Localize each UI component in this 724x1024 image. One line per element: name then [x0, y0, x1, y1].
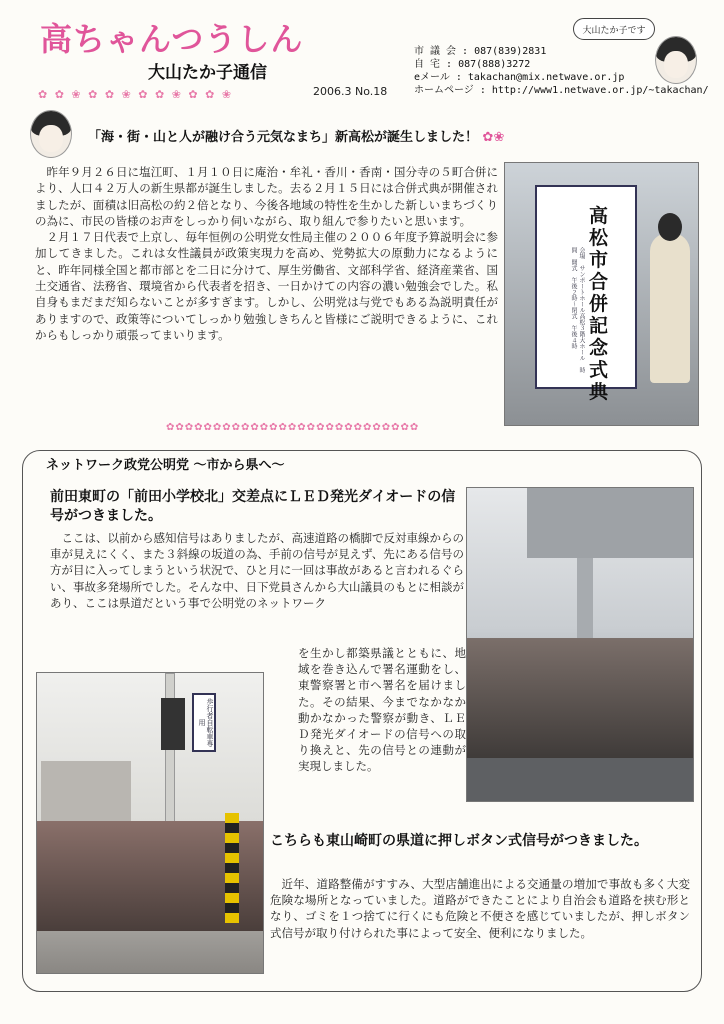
contact-phone-home: 自 宅 : 087(888)3272	[414, 59, 531, 70]
issue-number: 2006.3 No.18	[313, 85, 388, 98]
pushbutton-signal-headline: こちらも東山崎町の県道に押しボタン式信号がつきました。	[270, 833, 648, 849]
pushbutton-signal-paragraph: 近年、道路整備がすすみ、大型店舗進出による交通量の増加で事故も多く大変危険な場所となっていました。道路ができたことにより自治会も道路を挟む形となり、ゴミを１つ捨てに行くにも危険と不便さを感じていましたが、押しボタン式信号が取り付けられた事によって安全、便利になりました。	[270, 877, 690, 940]
contact-email[interactable]: eメール : takachan@mix.netwave.or.jp	[414, 72, 625, 83]
contact-phone-council: 市 議 会 : 087(839)2831	[414, 46, 547, 57]
paragraph-budget-meeting: ２月１７日代表で上京し、毎年恒例の公明党女性局主催の２００６年度予算説明会に参加してきました。これは女性議員が政策実現力を高め、党勢拡大の原動力になるようにと、昨年同様全国と都市部とを二日に分けて、厚生労働省、文部科学省、経済産業省、国土交通省、法務省、環境省から代表者を招き、一日かけての内容の濃い勉強会でした。私自身もまだまだ知らないことが多すぎます。しかし、公明党は与党でもある為説明責任がありますので、政策等についてしっかり勉強しきちんと皆様にご説明できるように、これからもしっかり頑張ってまいります。	[35, 230, 498, 342]
led-signal-paragraph-1: ここは、以前から感知信号はありましたが、高速道路の橋脚で反対車線からの車が見えにくく、また３斜線の坂道の為、手前の信号が見えず、先にある信号の方が目に入ってしまうという状況で、ひと月に一回は事故があると言われるぐらい、事故多発場所でした。そんな中、日下党員さんから大山議員のもとに相談があり、ここは県道だという事で公明党のネットワーク	[50, 531, 464, 610]
led-signal-photo	[466, 487, 694, 802]
striped-post	[225, 813, 239, 923]
woman-head	[658, 213, 682, 241]
flower-divider-icon: ✿✿✿✿✿✿✿✿✿✿✿✿✿✿✿✿✿✿✿✿✿✿✿✿✿✿✿	[166, 422, 420, 433]
author-portrait-icon	[30, 110, 72, 158]
led-signal-headline: 前田東町の「前田小学校北」交差点にＬＥＤ発光ダイオードの信号がつきました。	[50, 489, 456, 524]
article-body	[35, 164, 498, 343]
road	[467, 758, 693, 801]
pedestrian-sign: 歩行者自転車専用	[192, 693, 216, 752]
headline-text: 「海・街・山と人が融け合う元気なまち」新高松が誕生しました！	[88, 130, 479, 145]
author-caricature-icon	[655, 36, 697, 84]
newsletter-subtitle: 大山たか子通信	[148, 63, 267, 83]
speech-bubble: 大山たか子です	[573, 18, 655, 40]
pushbutton-signal-body	[270, 876, 690, 941]
paragraph-merger: 昨年９月２６日に塩江町、１月１０日に庵治・牟礼・香川・香南・国分寺の５町合併により、人口４２万人の新生県都が誕生しました。去る２月１５日には合併式典が開催されましたが、面積は旧高松の約２倍となり、今後各地域の特性を生かした新しいまちづくりの為に、市民の皆様のお声をしっかり伺いながら、取り組んで参りたいと思います。	[35, 165, 498, 228]
group-of-people	[467, 638, 693, 758]
pushbutton-signal-photo	[36, 672, 264, 974]
network-section-title: ネットワーク政党公明党 ～市から県へ～	[40, 454, 291, 473]
contact-homepage[interactable]: ホームページ : http://www1.netwave.or.jp/~takachan/	[414, 85, 709, 96]
sign-title: 高松市合併記念式典	[589, 205, 609, 403]
traffic-signal	[161, 698, 185, 750]
house	[41, 761, 131, 821]
flower-icon: ✿❀	[482, 130, 505, 145]
ceremony-sign	[535, 185, 637, 403]
led-signal-body-continued	[298, 645, 466, 775]
flower-border-icon: ✿ ✿ ❀ ✿ ✿ ❀ ✿ ✿ ❀ ✿ ✿ ❀	[38, 88, 234, 101]
sign-details: 会場 サンポートホール高松３階大ホール 時間 開式 午後２時〜閉式 午後４時	[570, 247, 585, 373]
article-headline	[88, 126, 668, 145]
overpass	[527, 488, 693, 558]
woman-figure	[650, 233, 690, 383]
ceremony-photo	[504, 162, 699, 426]
led-signal-body	[50, 530, 464, 611]
newsletter-title: 高ちゃんつうしん	[40, 20, 304, 58]
led-signal-paragraph-2: を生かし都築県議とともに、地域を巻き込んで署名運動をし、東警察署と市へ署名を届けました。その結果、今までなかなか動かなかった警察が動き、ＬＥＤ発光ダイオードの信号への取り換えと、先の信号との連動が実現しました。	[298, 646, 466, 774]
